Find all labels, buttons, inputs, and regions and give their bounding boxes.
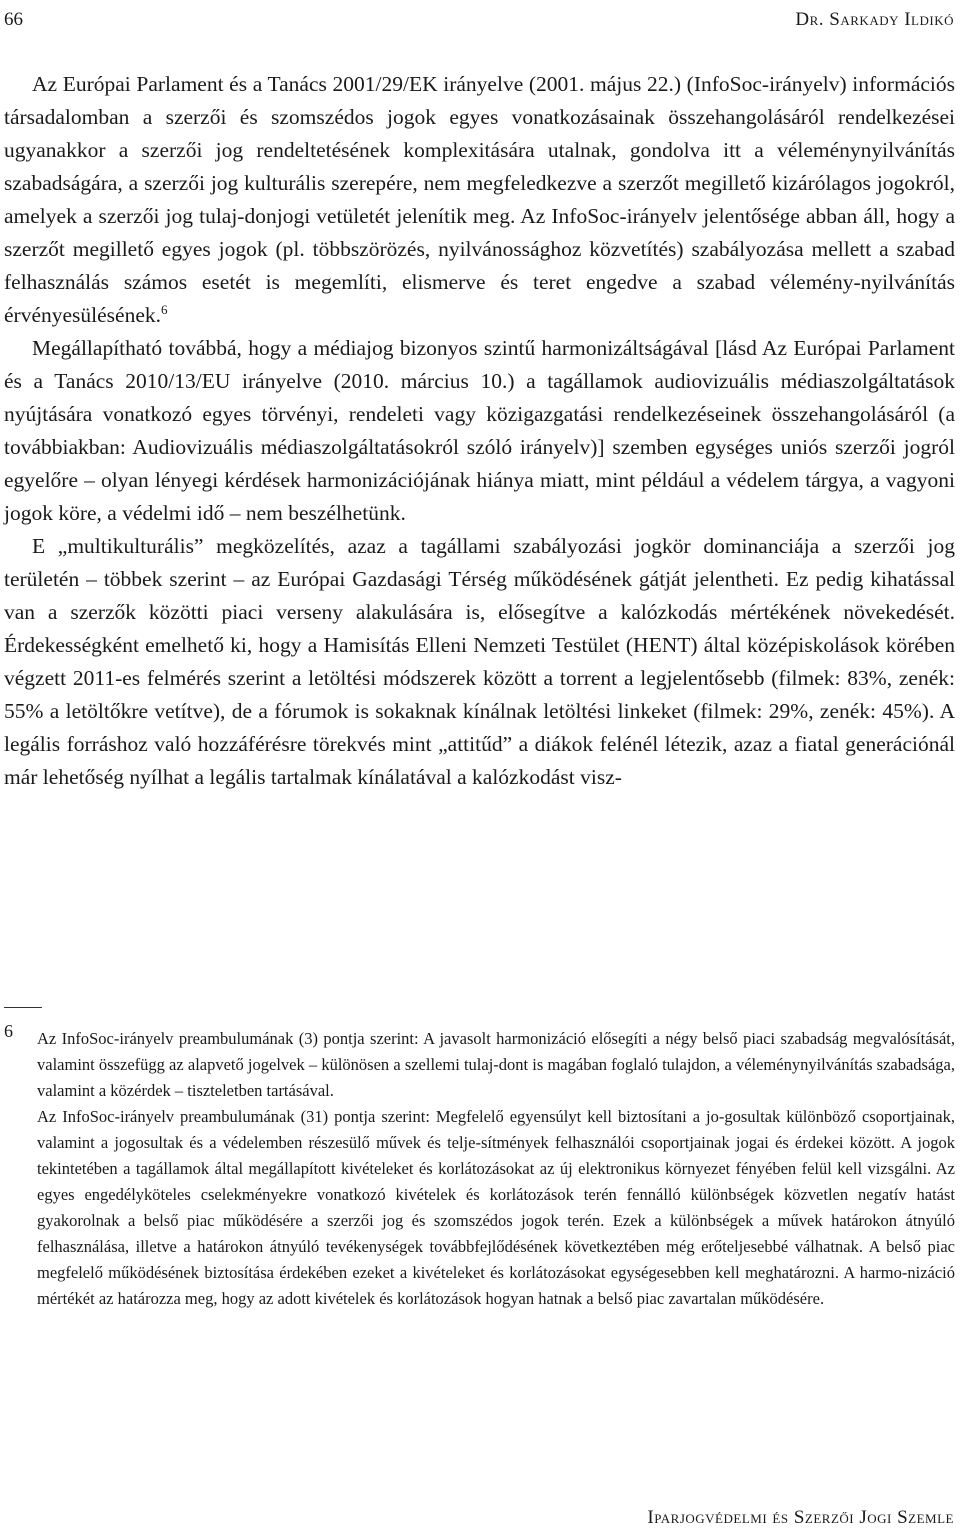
footnote-separator xyxy=(4,1007,42,1008)
paragraph-text: E „multikulturális” megközelítés, azaz a tagállami szabályozási jogkör dominanciája a szerzői jog területén – többek szerint – az Európai Gazdasági Térség működésének gátját jelentheti. Ez pedig kihatással van a szerzők közötti piaci verseny alakulására is, elősegítve a kalózkodás mértékének növekedését. Érdekességként emelhető ki, hogy a Hamisítás Elleni Nemzeti Testület (HENT) által középiskolások körében végzett 2011-es felmérés szerint a letöltési módszerek között a torrent a legjelentősebb (filmek: 83%, zenék: 55% a letöltőkre vetítve), de a fórumok is sokaknak kínálnak letöltési linkeket (filmek: 29%, zenék: 45%). A legális forráshoz való hozzáférésre törekvés mint „attitűd” a diákok felénél létezik, azaz a fiatal generációnál már lehetőség nyílhat a legális tartalmak kínálatával a kalózkodást visz- xyxy=(4,534,955,789)
footnote-reference[interactable]: 6 xyxy=(161,301,168,317)
footnote-body xyxy=(37,1026,955,1312)
body-paragraph xyxy=(4,68,955,332)
footnote xyxy=(4,1021,955,1312)
footnote-paragraph: Az InfoSoc-irányelv preambulumának (3) pontja szerint: A javasolt harmonizáció elősegíti a négy belső piaci szabadság megvalósítását, valamint összefügg az alapvető jogelvek – különösen a szellemi tulaj-dont is magában foglaló tulajdon, a véleménynyilvánítás szabadsága, valamint a közérdek – tiszteletben tartásával. xyxy=(37,1029,955,1100)
page-footer-journal-title: Iparjogvédelmi és Szerzői Jogi Szemle xyxy=(647,1507,954,1528)
body-paragraph xyxy=(4,530,955,794)
page-number: 66 xyxy=(4,9,23,30)
page-header xyxy=(4,4,954,36)
footnote-paragraph: Az InfoSoc-irányelv preambulumának (31) pontja szerint: Megfelelő egyensúlyt kell biztosítani a jo-gosultak különböző csoportjainak, valamint a jogosultak és a védelemben részesülő művek és telje-sítmények felhasználói csoportjainak jogai és érdekei között. A jogok tekintetében a tagállamok által megállapított kivételeket és korlátozásokat az új elektronikus környezet fényében felül kell vizsgálni. Az egyes engedélyköteles cselekményekre vonatkozó kivételek és korlátozások terén fennálló különbségek közvetlen negatív hatást gyakorolnak a belső piac működésére a szerzői jog és szomszédos jogok terén. Ezek a különbségek a művek határokon átnyúló felhasználása, illetve a határokon átnyúló tevékenységek továbbfejlődésének következtében még erőteljesebbé válhatnak. A belső piac megfelelő működésének biztosítása érdekében ezeket a kivételeket és korlátozásokat egységesebben kell meghatározni. A harmo-nizáció mértékét az határozza meg, hogy az adott kivételek és korlátozások hogyan hatnak a belső piac zavartalan működésére. xyxy=(37,1107,955,1308)
paragraph-text: Megállapítható továbbá, hogy a médiajog bizonyos szintű harmonizáltságával [lásd Az Európai Parlament és a Tanács 2010/13/EU irányelve (2010. március 10.) a tagállamok audiovizuális médiaszolgáltatások nyújtására vonatkozó egyes törvényi, rendeleti vagy közigazgatási rendelkezéseinek összehangolásáról (a továbbiakban: Audiovizuális médiaszolgáltatásokról szóló irányelv)] szemben egységes uniós szerzői jogról egyelőre – olyan lényegi kérdések harmonizációjának hiánya miatt, mint például a védelem tárgya, a vagyoni jogok köre, a védelmi idő – nem beszélhetünk. xyxy=(4,336,955,525)
running-head-author: Dr. Sarkady Ildikó xyxy=(795,9,954,30)
body-paragraph xyxy=(4,332,955,530)
footnote-number: 6 xyxy=(4,1021,13,1041)
body-text xyxy=(4,68,955,794)
paragraph-text: Az Európai Parlament és a Tanács 2001/29/EK irányelve (2001. május 22.) (InfoSoc-irányelv) információs társadalomban a szerzői és szomszédos jogok egyes vonatkozásainak összehangolásáról rendelkezései ugyanakkor a szerzői jog rendeltetésének komplexitására utalnak, gondolva itt a véleménynyilvánítás szabadságára, a szerzői jog kulturális szerepére, nem megfeledkezve a szerzőt megillető kizárólagos jogokról, amelyek a szerzői jog tulaj-donjogi vetületét jelenítik meg. Az InfoSoc-irányelv jelentősége abban áll, hogy a szerzőt megillető egyes jogok (pl. többszörözés, nyilvánossághoz közvetítés) szabályozása mellett a szabad felhasználás számos esetét is megemlíti, elismerve és teret engedve a szabad vélemény-nyilvánítás érvényesülésének. xyxy=(4,72,955,327)
